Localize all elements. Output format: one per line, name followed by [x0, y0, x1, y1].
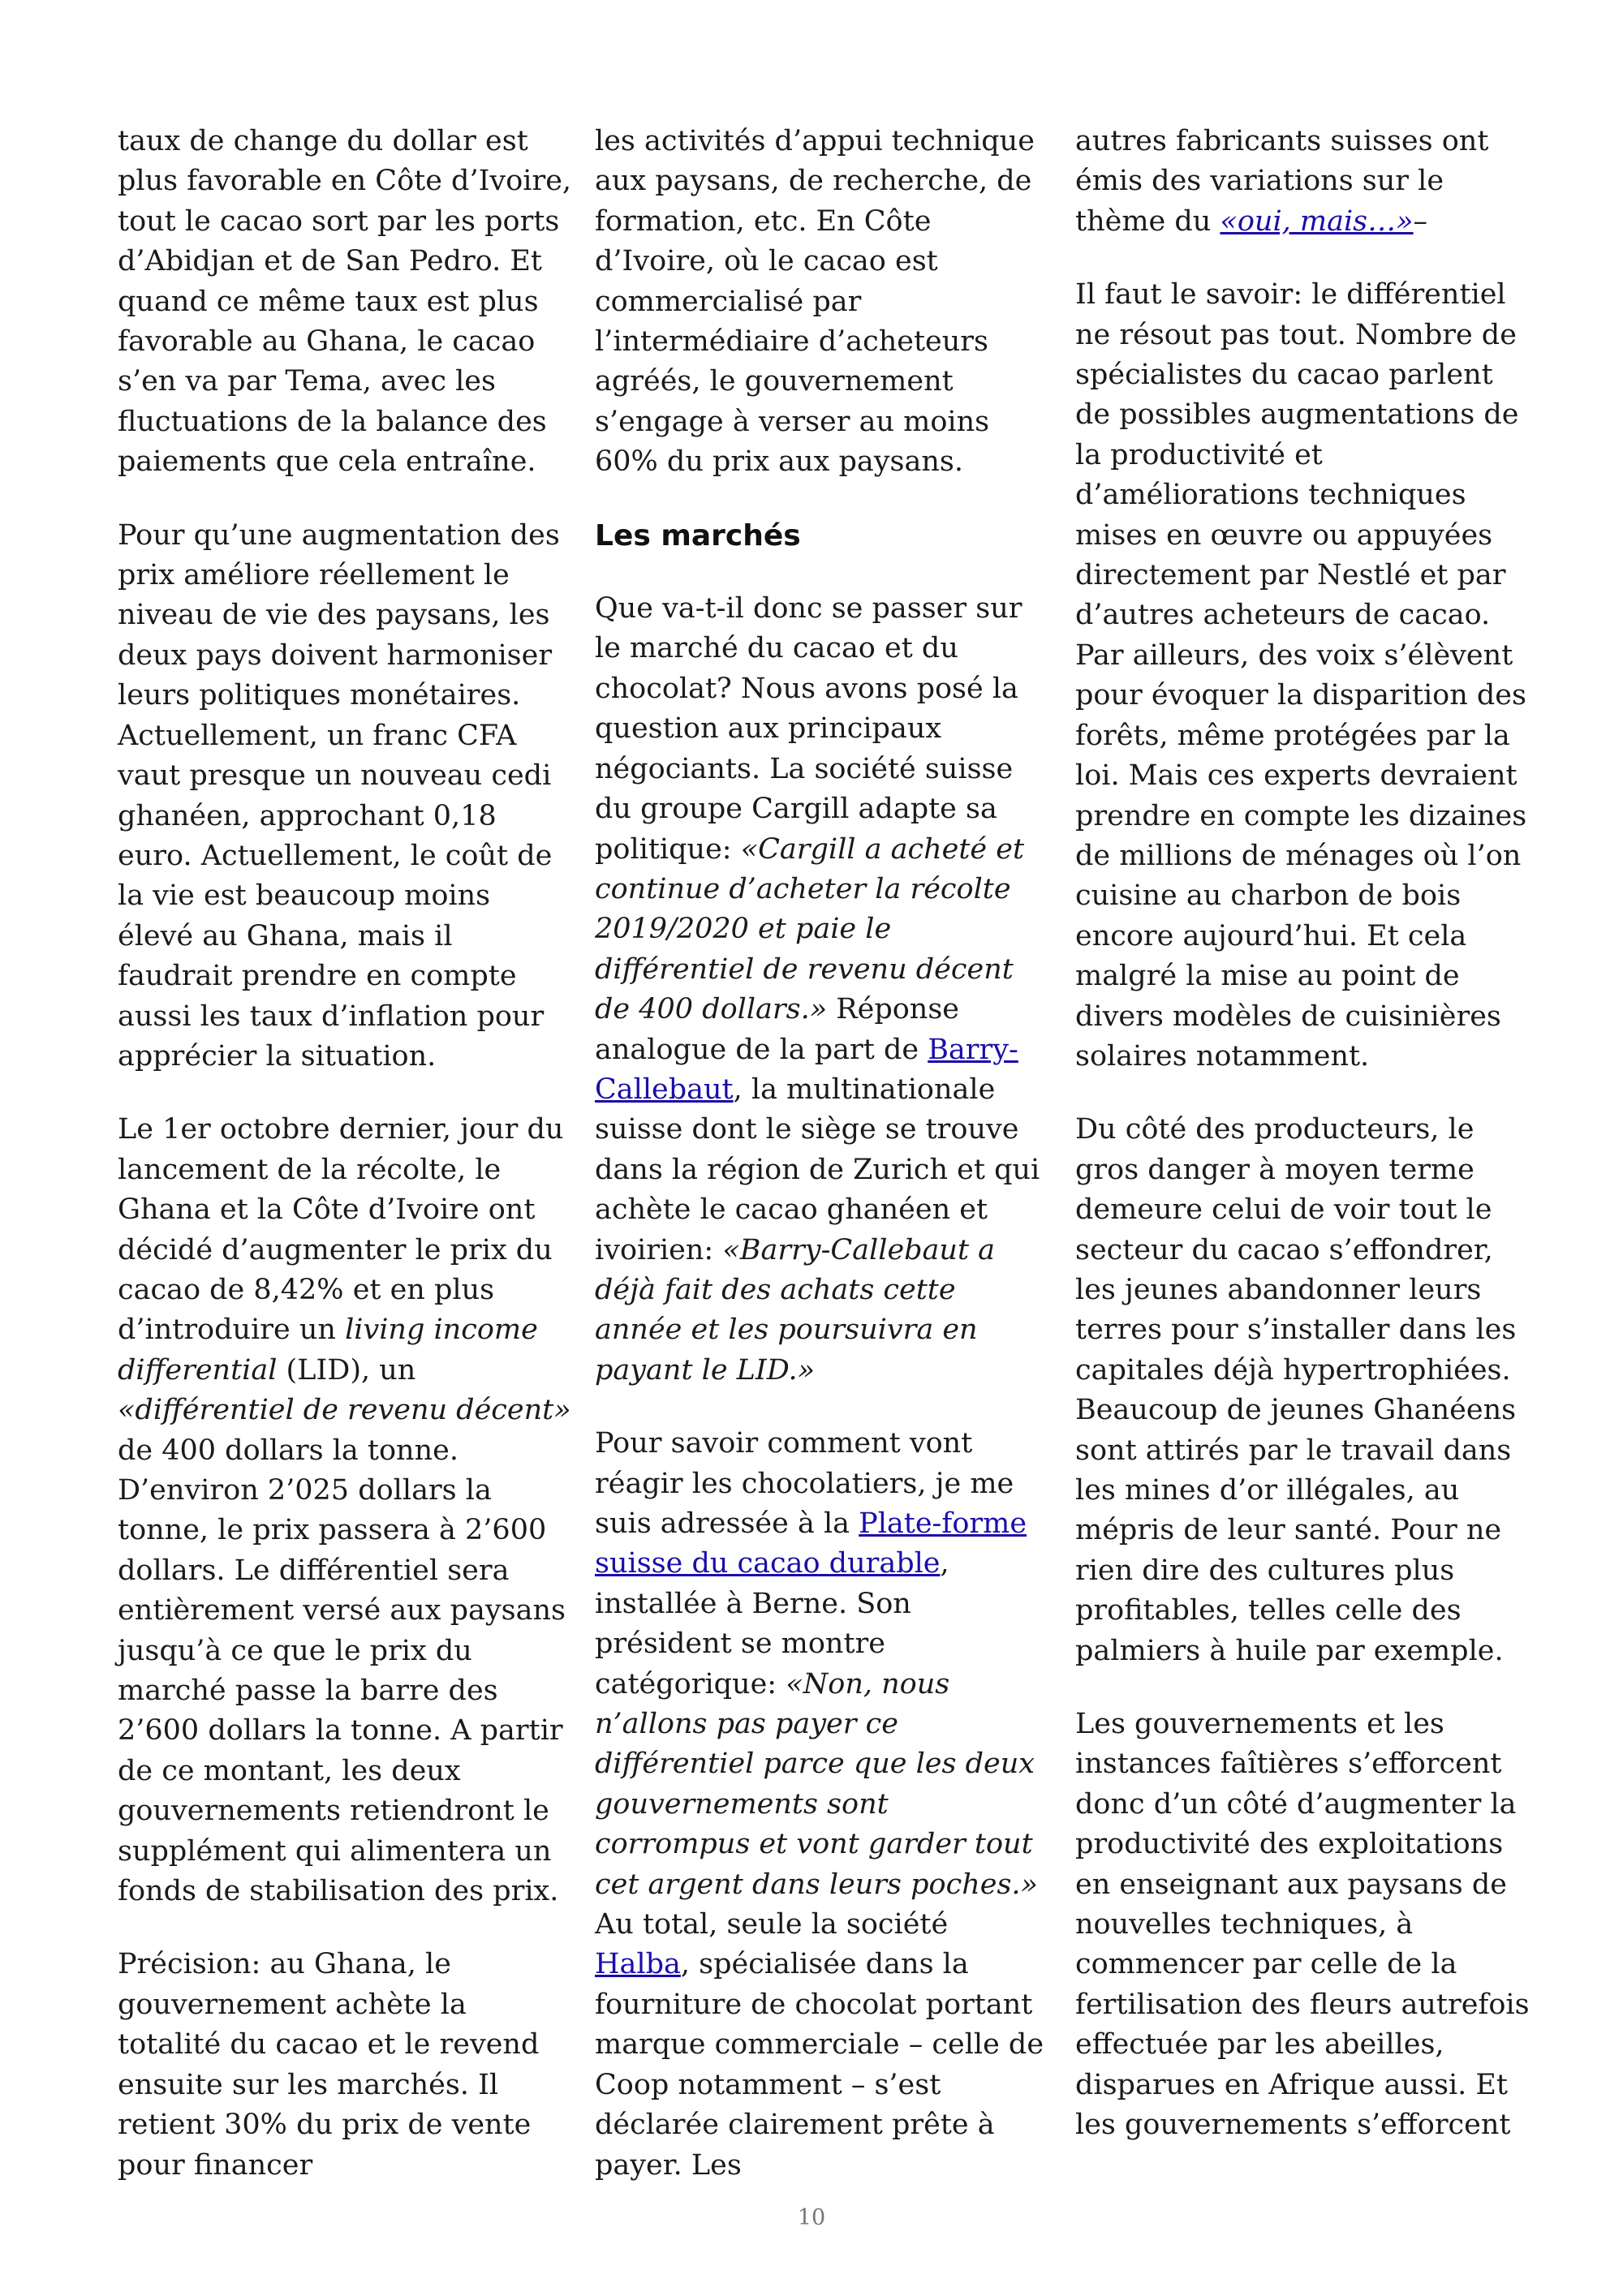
inline-link[interactable]: Barry-Callebaut — [595, 1033, 1018, 1106]
page-number: 10 — [797, 2205, 826, 2230]
text-run: taux de change du dollar est plus favorable en Côte d’Ivoire, tout le cacao sort par les ports d’Abidjan et de San Pedro. Et quand ce même taux est plus favorable au Ghana, le cacao s’en va par Tema, avec les fluctuations de la balance des paiements que cela entraîne. — [118, 125, 572, 479]
paragraph — [118, 1945, 572, 2185]
paragraph — [595, 1424, 1049, 2186]
italic-quote: «différentiel de revenu décent» — [118, 1394, 571, 1427]
text-run: Le 1er octobre dernier, jour du lancement de la récolte, le Ghana et la Côte d’Ivoire ont décidé d’augmenter le prix du cacao de 8,42% et en plus d’introduire un — [118, 1113, 564, 1347]
italic-quote: living income differential — [118, 1314, 538, 1387]
text-run: Au total, seule la société — [595, 1908, 949, 1941]
paragraph — [1075, 275, 1530, 1077]
text-run: Réponse analogue de la part de — [595, 993, 960, 1066]
paragraph — [118, 122, 572, 483]
text-column-3 — [1075, 122, 1530, 2179]
text-run: Précision: au Ghana, le gouvernement achète la totalité du cacao et le revend ensuite sur les marchés. Il retient 30% du prix de vente pour financer — [118, 1948, 540, 2182]
inline-link[interactable]: «oui, mais…» — [1220, 204, 1414, 238]
text-run: de 400 dollars la tonne. D’environ 2’025 dollars la tonne, le prix passera à 2’600 dollars. Le différentiel sera entièrement versé aux paysans jusqu’à ce que le prix du marché passe la barre des 2’600 dollars la tonne. A partir de ce montant, les deux gouvernements retiendront le supplément qui alimentera un fonds de stabilisation des prix. — [118, 1434, 566, 1908]
text-run: Pour qu’une augmentation des prix améliore réellement le niveau de vie des paysans, les deux pays doivent harmoniser leurs politiques monétaires. Actuellement, un franc CFA vaut presque un nouveau cedi ghanéen, approchant 0,18 euro. Actuellement, le coût de la vie est beaucoup moins élevé au Ghana, mais il faudrait prendre en compte aussi les taux d’inflation pour apprécier la situation. — [118, 518, 560, 1073]
text-run: Les gouvernements et les instances faîtières s’efforcent donc d’un côté d’augmenter la productivité des exploitations en enseignant aux paysans de nouvelles techniques, à commencer par celle de la fertilisation des fleurs autrefois effectuée par les abeilles, disparues en Afrique aussi. Et les gouvernements s’efforcent — [1075, 1708, 1530, 2142]
text-run: Pour savoir comment vont réagir les chocolatiers, je me suis adressée à la — [595, 1427, 1014, 1540]
text-run: , la multinationale suisse dont le siège se trouve dans la région de Zurich et qui achète le cacao ghanéen et ivoirien: — [595, 1073, 1040, 1266]
text-run: (LID), un — [277, 1353, 416, 1387]
text-run: Il faut le savoir: le différentiel ne résout pas tout. Nombre de spécialistes du cacao parlent de possibles augmentations de la productivité et d’améliorations techniques mises en œuvre ou appuyées directement par Nestlé et par d’autres acheteurs de cacao. Par ailleurs, des voix s’élèvent pour évoquer la disparition des forêts, même protégées par la loi. Mais ces experts devraient prendre en compte les dizaines de millions de ménages où l’on cuisine au charbon de bois encore aujourd’hui. Et cela malgré la mise au point de divers modèles de cuisinières solaires notamment. — [1075, 278, 1527, 1073]
text-run: – — [1413, 204, 1428, 238]
text-run: autres fabricants suisses ont émis des variations sur le thème du — [1075, 125, 1489, 238]
section-heading: Les marchés — [595, 518, 801, 553]
text-run: Du côté des producteurs, le gros danger à moyen terme demeure celui de voir tout le secteur du cacao s’effondrer, les jeunes abandonner leurs terres pour s’installer dans les capitales déjà hypertrophiées. Beaucoup de jeunes Ghanéens sont attirés par le travail dans les mines d’or illégales, au mépris de leur santé. Pour ne rien dire des cultures plus profitables, telles celle des palmiers à huile par exemple. — [1075, 1113, 1517, 1667]
paragraph — [118, 516, 572, 1077]
text-run: Que va-t-il donc se passer sur le marché du cacao et du chocolat? Nous avons posé la question aux principaux négociants. La société suisse du groupe Cargill adapte sa politique: — [595, 592, 1022, 866]
paragraph — [595, 122, 1049, 483]
inline-link[interactable]: Halba — [595, 1948, 681, 1981]
text-run: , installée à Berne. Son président se montre catégorique: — [595, 1547, 949, 1701]
paragraph — [595, 589, 1049, 1391]
paragraph — [118, 1110, 572, 1911]
inline-link[interactable]: Plate-forme suisse du cacao durable — [595, 1507, 1027, 1580]
paragraph — [1075, 122, 1530, 242]
italic-quote: «Cargill a acheté et continue d’acheter la récolte 2019/2020 et paie le différentiel de revenu décent de 400 dollars.» — [595, 832, 1025, 1026]
text-column-1 — [118, 122, 572, 2219]
text-column-2 — [595, 122, 1049, 2219]
text-run: les activités d’appui technique aux paysans, de recherche, de formation, etc. En Côte d’Ivoire, où le cacao est commercialisé par l’intermédiaire d’acheteurs agréés, le gouvernement s’engage à verser au moins 60% du prix aux paysans. — [595, 125, 1035, 479]
text-run: , spécialisée dans la fourniture de chocolat portant marque commerciale – celle de Coop notamment – s’est déclarée clairement prête à payer. Les — [595, 1948, 1044, 2182]
paragraph — [1075, 1705, 1530, 2145]
italic-quote: «Non, nous n’allons pas payer ce différentiel parce que les deux gouvernements sont corrompus et vont garder tout cet argent dans leurs poches.» — [595, 1667, 1038, 1901]
italic-quote: «Barry-Callebaut a déjà fait des achats cette année et les poursuivra en payant le LID.» — [595, 1233, 996, 1387]
paragraph — [1075, 1110, 1530, 1671]
